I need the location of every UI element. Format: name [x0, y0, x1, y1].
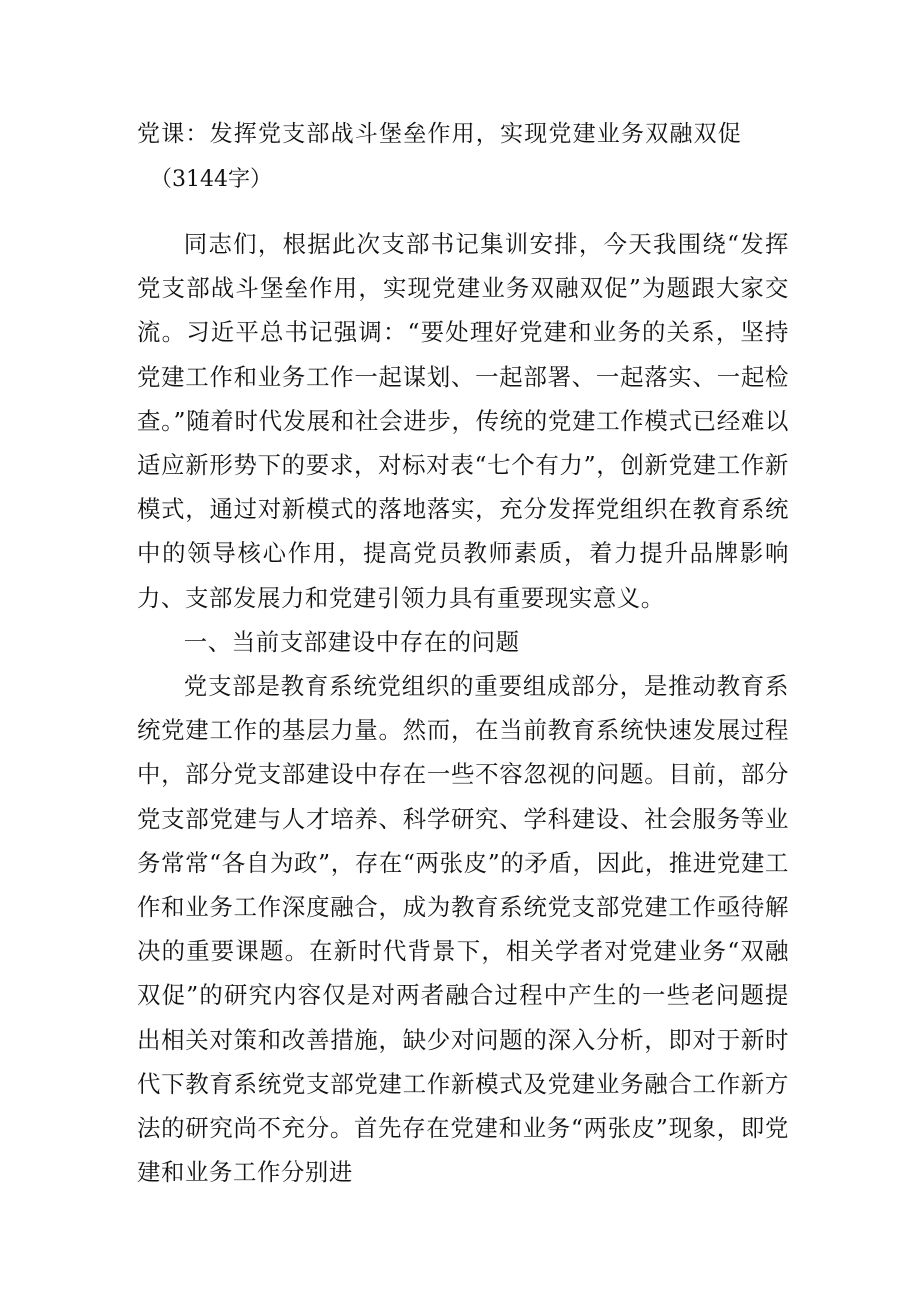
- section-heading-1: 一、当前支部建设中存在的问题: [183, 627, 520, 656]
- paragraph-problems: 党支部是教育系统党组织的重要组成部分，是推动教育系统党建工作的基层力量。然而，在当前教育系统快速发展过程中，部分党支部建设中存在一些不容忽视的问题。目前，部分党支部党建与人才培养、科学研究、学科建设、社会服务等业务常常“各自为政”，存在“两张皮”的矛盾，因此，推进党建工作和业务工作深度融合，成为教育系统党支部党建工作亟待解决的重要课题。在新时代背景下，相关学者对党建业务“双融双促”的研究内容仅是对两者融合过程中产生的一些老问题提出相关对策和改善措施，缺少对问题的深入分析，即对于新时代下教育系统党支部党建工作新模式及党建业务融合工作新方法的研究尚不充分。首先存在党建和业务“两张皮”现象，即党建和业务工作分别进: [137, 672, 789, 1187]
- document-body: [137, 222, 789, 1194]
- document-title: 党课：发挥党支部战斗堡垒作用，实现党建业务双融双促: [137, 121, 742, 147]
- paragraph-intro: 同志们，根据此次支部书记集训安排，今天我围绕“发挥党支部战斗堡垒作用，实现党建业务双融双促”为题跟大家交流。习近平总书记强调：“要处理好党建和业务的关系，坚持党建工作和业务工作一起谋划、一起部署、一起落实、一起检查。”随着时代发展和社会进步，传统的党建工作模式已经难以适应新形势下的要求，对标对表“七个有力”，创新党建工作新模式，通过对新模式的落地落实，充分发挥党组织在教育系统中的领导核心作用，提高党员教师素质，着力提升品牌影响力、支部发展力和党建引领力具有重要现实意义。: [137, 230, 789, 612]
- word-count: （3144字）: [150, 167, 272, 192]
